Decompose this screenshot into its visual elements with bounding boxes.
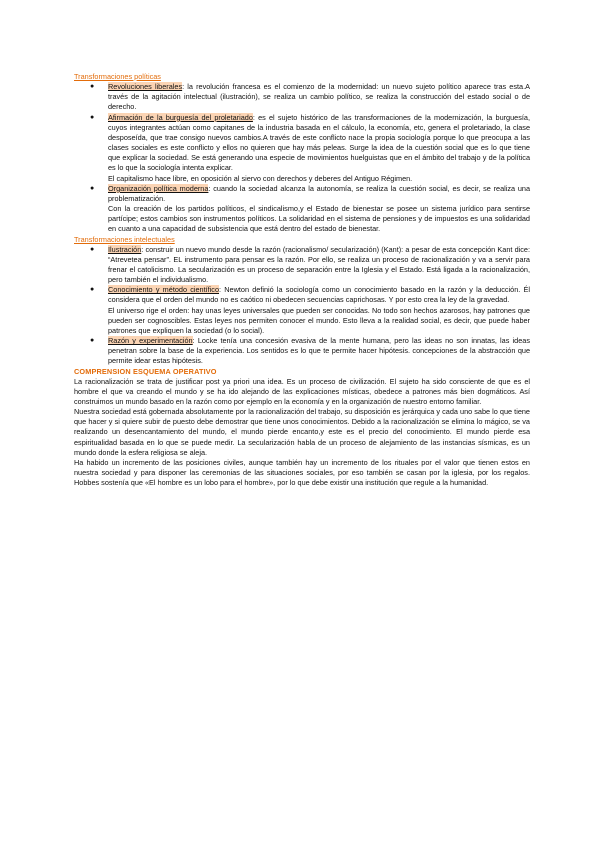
section-comprension xyxy=(74,367,530,489)
bullet-icon: ● xyxy=(90,245,95,253)
list-item xyxy=(74,113,530,174)
list-item xyxy=(74,336,530,366)
item-text: : cuando la sociedad alcanza la autonomía, se realiza la cuestión social, es decir, se realiza una problematización. xyxy=(108,183,531,203)
paragraph: Nuestra sociedad está gobernada absolutamente por la racionalización del trabajo, su disposición es jerárquica y cada uno sabe lo que tiene que hacer y si quiere subir de puesto debe demostrar que tiene unos conocimientos. Debido a la racionalización se elimina lo mágico, se va realizando un desencantamiento del mundo, el mundo pierde encanto,y este es el precio del conocimiento. El mundo pierde esa espiritualidad basada en lo que se puede medir. La secularización habla de un proceso de alejamiento de las instancias sísmicas, es un mundo donde la esfera religiosa se aleja. xyxy=(74,407,530,457)
item-extra-paragraph: El universo rige el orden: hay unas leyes universales que pueden ser conocidas. No todo son hechos azarosos, hay patrones que pueden ser cognoscibles. Estas leyes nos permiten conocer el mundo. Esto lleva a la realidad social, es decir, que puede haber patrones que expliquen la sociedad (o lo social). xyxy=(108,305,530,335)
document-page xyxy=(74,72,530,488)
bullet-list xyxy=(74,82,530,173)
item-label: Ilustración xyxy=(108,244,142,254)
list-item xyxy=(74,245,530,286)
item-label: Afirmación de la burguesía del proletariado xyxy=(108,112,253,122)
bullet-icon: ● xyxy=(90,83,95,91)
item-text: : la revolución francesa es el comienzo de la modernidad: un nuevo sujeto político aparece tras esta.A través de la agitación intelectual (ilustración), se realiza un cambio político, se realiza la construcción del estado social o de derecho. xyxy=(108,82,530,112)
bullet-icon: ● xyxy=(90,286,95,294)
item-label: Razón y experimentación xyxy=(108,336,193,346)
item-extra-paragraph: El capitalismo hace libre, en oposición al siervo con derechos y deberes del Antiguo Régimen. xyxy=(108,173,413,183)
item-label: Conocimiento y método científico xyxy=(108,285,220,295)
item-text: : Locke tenía una concesión evasiva de la mente humana, pero las ideas no son innatas, las ideas penetran sobre la base de la experiencia. Los sentidos es lo que te permite hacer hipótesis. concepciones de la abstracción que permite idear estas hipótesis. xyxy=(108,336,530,366)
bullet-icon: ● xyxy=(90,184,95,192)
bullet-list xyxy=(74,336,530,366)
item-text: : es el sujeto histórico de las transformaciones de la modernización, la burguesía, cuyos integrantes actúan como capitanes de la industria basada en el cálculo, la economía, etc, genera el proletariado, la clase desposeída, que trae consigo nuevos cambios.A través de este conflicto nace la propia sociología porque lo que preocupa a las clases sociales es este conflicto y ellos no quieren que hay más peleas. Surge la idea de la cuestión social que es lo que tiene que explicar la sociedad. Se está generando una especie de movimientos huelguistas que en el ámbito del trabajo y de la política es lo que la sociología intenta explicar. xyxy=(108,112,530,173)
section-title: Transformaciones intelectuales xyxy=(74,234,175,244)
list-item xyxy=(74,285,530,305)
section-politicas xyxy=(74,72,530,235)
comprension-title: COMPRENSION ESQUEMA OPERATIVO xyxy=(74,366,217,376)
list-item xyxy=(74,184,530,204)
paragraph: Ha habido un incremento de las posiciones civiles, aunque también hay un incremento de los rituales por el valor que tienen estos en nuestra sociedad y para disponer las ceremonias de las situaciones sociales, por eso también se casan por la iglesia, por los regalos. Hobbes sostenía que «El hombre es un lobo para el hombre», por lo que debe existir una institución que regule a la humanidad. xyxy=(74,457,530,488)
section-intelectuales xyxy=(74,235,530,367)
item-extra-paragraph: Con la creación de los partidos políticos, el sindicalismo,y el Estado de bienestar se posee un sistema jurídico para sentirse partícipe; estos cambios son instrumentos políticos. La solidaridad en el sistema de pensiones y de impuestos es una solidaridad en cuanto a una capacidad de subsistencia que está dentro del estado de bienestar. xyxy=(108,204,530,234)
bullet-list xyxy=(74,184,530,204)
paragraph: La racionalización se trata de justificar post ya priori una idea. Es un proceso de civilización. El sujeto ha sido consciente de que es el hombre el que va creando el mundo y se ha ido alejando de las explicaciones místicas, obedece a patrones más bien dogmáticos. Así construimos un mundo basado en la razón como por ejemplo en la economía y en la organización de nuestro entorno familiar. xyxy=(74,376,530,406)
item-text: : construir un nuevo mundo desde la razón (racionalismo/ secularización) (Kant): a pesar de esta concepción Kant dice: “Atrevetea pensar”. EL instrumento para pensar es la razón. Por ello, se realiza un proceso de racionalización y va a servir para frenar el catolicismo. La secularización es un proceso de separación entre la Iglesia y el Estado. Está ligada a la racionalización, pero también el individualismo. xyxy=(108,244,530,285)
list-item xyxy=(74,82,530,112)
bullet-icon: ● xyxy=(90,113,95,121)
item-text: : Newton definió la sociología como un conocimiento basado en la razón y la deducción. Él considera que el orden del mundo no es caótico ni obedecen secuencias caprichosas. Y por esto crea la ley de la gravedad. xyxy=(108,285,530,305)
bullet-list xyxy=(74,245,530,306)
item-label: Revoluciones liberales xyxy=(108,82,183,92)
bullet-icon: ● xyxy=(90,337,95,345)
section-title: Transformaciones políticas xyxy=(74,72,161,81)
item-label: Organización política moderna xyxy=(108,183,209,193)
